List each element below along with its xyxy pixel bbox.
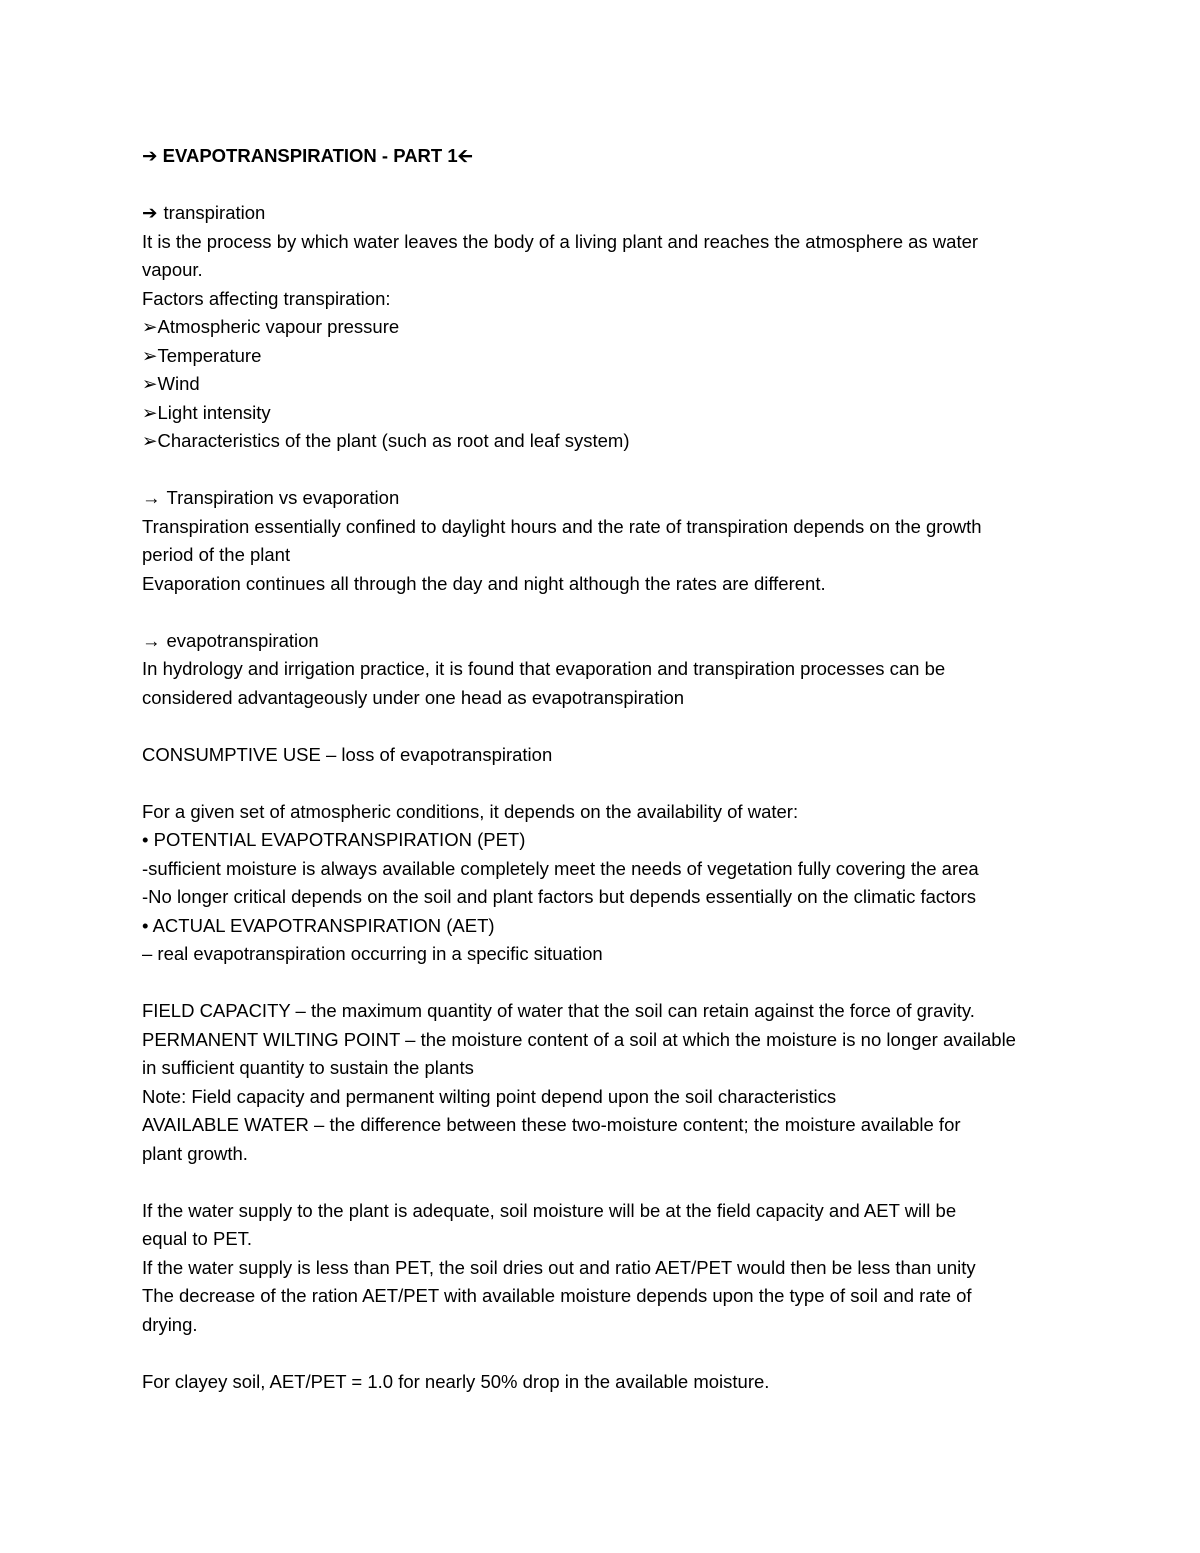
factor-text: Atmospheric vapour pressure bbox=[157, 316, 400, 337]
factor-text: Wind bbox=[157, 373, 200, 394]
spacer bbox=[142, 598, 1062, 627]
spacer bbox=[142, 712, 1062, 741]
heading-text: transpiration bbox=[163, 202, 266, 223]
factor-item bbox=[142, 313, 1062, 342]
paragraph-line: Evaporation continues all through the day and night although the rates are different. bbox=[142, 572, 826, 594]
paragraph-line: equal to PET. bbox=[142, 1228, 253, 1249]
aet-heading: • ACTUAL EVAPOTRANSPIRATION (AET) bbox=[142, 914, 495, 936]
spacer bbox=[142, 1339, 1062, 1368]
spacer bbox=[142, 1168, 1062, 1197]
heading-text: Transpiration vs evaporation bbox=[166, 487, 400, 508]
factor-item bbox=[142, 370, 1062, 399]
bullet-arrow-icon: ➢ bbox=[142, 401, 158, 423]
pwp-line: PERMANENT WILTING POINT – the moisture content of a soil at which the moisture is no longer available bbox=[142, 1028, 1016, 1050]
available-water-line: AVAILABLE WATER – the difference between these two-moisture content; the moisture available for bbox=[142, 1114, 961, 1135]
paragraph-line: – real evapotranspiration occurring in a specific situation bbox=[142, 943, 603, 964]
transpiration-heading bbox=[142, 199, 1062, 228]
title-text: EVAPOTRANSPIRATION - PART 1 bbox=[162, 145, 458, 166]
paragraph-line: In hydrology and irrigation practice, it is found that evaporation and transpiration processes can be bbox=[142, 658, 946, 679]
factor-item bbox=[142, 399, 1062, 428]
paragraph-line: If the water supply is less than PET, the soil dries out and ratio AET/PET would then be less than unity bbox=[142, 1256, 976, 1278]
available-water-line: plant growth. bbox=[142, 1142, 248, 1164]
arrow-right-icon: → bbox=[142, 629, 161, 651]
paragraph-line: considered advantageously under one head as evapotranspiration bbox=[142, 686, 685, 708]
document-title bbox=[142, 142, 1062, 171]
clayey-soil-line: For clayey soil, AET/PET = 1.0 for nearly 50% drop in the available moisture. bbox=[142, 1370, 770, 1392]
spacer bbox=[142, 769, 1062, 798]
paragraph-line: If the water supply to the plant is adequate, soil moisture will be at the field capacity and AET will be bbox=[142, 1199, 957, 1221]
paragraph-line: For a given set of atmospheric conditions, it depends on the availability of water: bbox=[142, 800, 799, 822]
paragraph-line: drying. bbox=[142, 1313, 198, 1335]
bullet-arrow-icon: ➢ bbox=[142, 430, 158, 451]
heading-text: evapotranspiration bbox=[166, 629, 319, 651]
pwp-line: in sufficient quantity to sustain the plants bbox=[142, 1057, 474, 1078]
factors-heading: Factors affecting transpiration: bbox=[142, 287, 391, 309]
arrow-right-icon: → bbox=[142, 487, 161, 508]
factor-text: Temperature bbox=[157, 344, 262, 366]
factor-text: Light intensity bbox=[157, 401, 271, 423]
arrow-right-icon: ➔ bbox=[142, 145, 158, 166]
spacer bbox=[142, 456, 1062, 485]
bullet-arrow-icon: ➢ bbox=[142, 373, 158, 394]
document-page bbox=[142, 142, 1062, 1396]
evapotranspiration-heading bbox=[142, 627, 1062, 656]
note-line: Note: Field capacity and permanent wilting point depend upon the soil characteristics bbox=[142, 1085, 837, 1107]
bullet-arrow-icon: ➢ bbox=[142, 344, 158, 366]
spacer bbox=[142, 969, 1062, 998]
pet-heading: • POTENTIAL EVAPOTRANSPIRATION (PET) bbox=[142, 829, 526, 850]
vs-heading bbox=[142, 484, 1062, 513]
paragraph-line: -sufficient moisture is always available completely meet the needs of vegetation fully covering the area bbox=[142, 857, 979, 879]
factor-text: Characteristics of the plant (such as root and leaf system) bbox=[157, 430, 630, 451]
consumptive-use-line: CONSUMPTIVE USE – loss of evapotranspiration bbox=[142, 743, 553, 765]
arrow-right-icon: ➔ bbox=[142, 202, 158, 223]
spacer bbox=[142, 171, 1062, 200]
transpiration-definition-line: It is the process by which water leaves the body of a living plant and reaches the atmosphere as water bbox=[142, 230, 979, 252]
paragraph-line: period of the plant bbox=[142, 544, 291, 565]
arrow-left-icon: 🡨 bbox=[457, 145, 473, 166]
factor-item bbox=[142, 342, 1062, 371]
bullet-arrow-icon: ➢ bbox=[142, 316, 158, 337]
transpiration-definition-line: vapour. bbox=[142, 259, 203, 280]
field-capacity-line: FIELD CAPACITY – the maximum quantity of water that the soil can retain against the force of gravity. bbox=[142, 1000, 975, 1021]
paragraph-line: Transpiration essentially confined to daylight hours and the rate of transpiration depends on the growth bbox=[142, 515, 982, 537]
paragraph-line: -No longer critical depends on the soil and plant factors but depends essentially on the climatic factors bbox=[142, 886, 976, 907]
paragraph-line: The decrease of the ration AET/PET with available moisture depends upon the type of soil and rate of bbox=[142, 1285, 972, 1306]
factor-item bbox=[142, 427, 1062, 456]
